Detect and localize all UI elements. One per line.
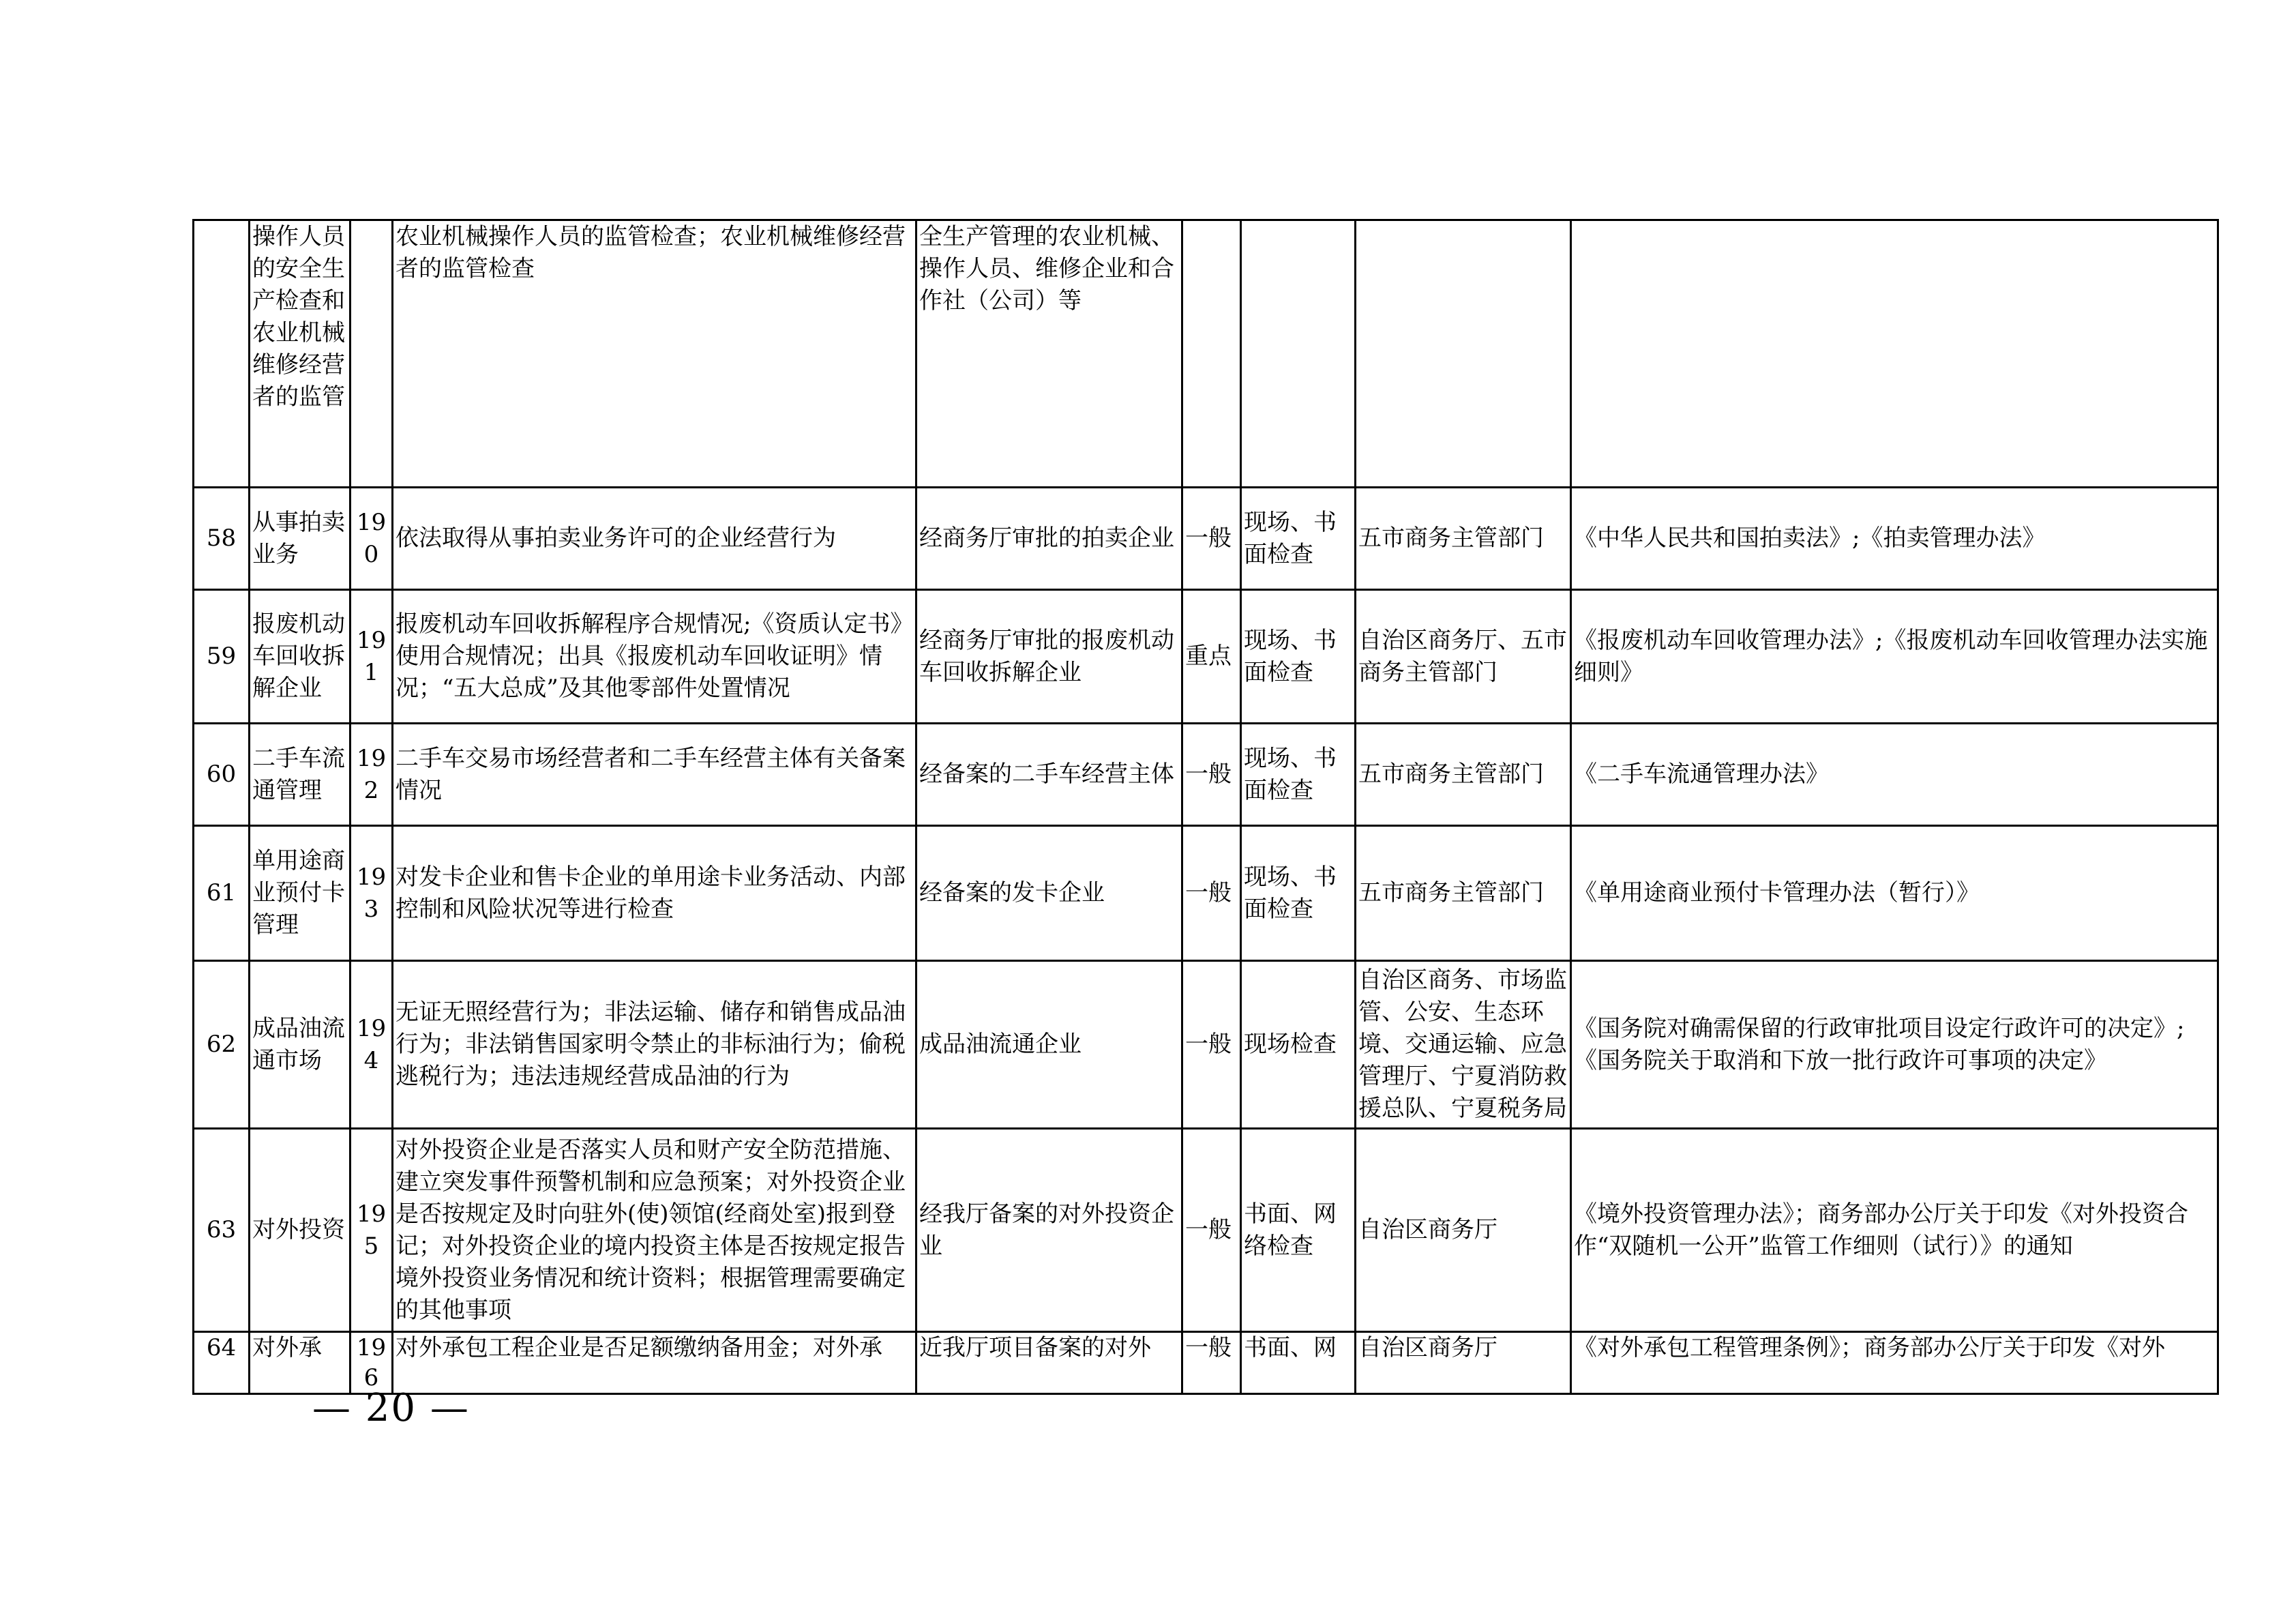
row-number: 64 xyxy=(194,1332,250,1394)
inspection-object: 经备案的发卡企业 xyxy=(916,826,1182,961)
inspection-object: 经商务厅审批的报废机动车回收拆解企业 xyxy=(916,590,1182,724)
item-code: 193 xyxy=(351,826,393,961)
inspection-content: 对外承包工程企业是否足额缴纳备用金；对外承 xyxy=(393,1332,916,1394)
responsible-department: 五市商务主管部门 xyxy=(1356,826,1571,961)
inspection-items-table xyxy=(192,219,2219,1395)
row-number: 59 xyxy=(194,590,250,724)
legal-basis xyxy=(1571,220,2218,488)
legal-basis: 《对外承包工程管理条例》；商务部办公厅关于印发《对外 xyxy=(1571,1332,2218,1394)
inspection-object: 经我厅备案的对外投资企业 xyxy=(916,1129,1182,1332)
inspection-content: 依法取得从事拍卖业务许可的企业经营行为 xyxy=(393,488,916,590)
inspection-type: 一般 xyxy=(1182,724,1241,826)
row-number: 61 xyxy=(194,826,250,961)
inspection-method: 现场检查 xyxy=(1241,961,1356,1129)
table-row xyxy=(194,1129,2218,1332)
table-row xyxy=(194,488,2218,590)
legal-basis: 《二手车流通管理办法》 xyxy=(1571,724,2218,826)
table-row xyxy=(194,1332,2218,1394)
item-code: 196 xyxy=(351,1332,393,1394)
responsible-department: 五市商务主管部门 xyxy=(1356,488,1571,590)
item-code: 194 xyxy=(351,961,393,1129)
inspection-item: 报废机动车回收拆解企业 xyxy=(250,590,351,724)
inspection-method: 现场、书面检查 xyxy=(1241,724,1356,826)
inspection-item: 单用途商业预付卡管理 xyxy=(250,826,351,961)
inspection-method: 现场、书面检查 xyxy=(1241,488,1356,590)
inspection-method: 现场、书面检查 xyxy=(1241,590,1356,724)
inspection-method: 现场、书面检查 xyxy=(1241,826,1356,961)
inspection-content: 无证无照经营行为；非法运输、储存和销售成品油行为；非法销售国家明令禁止的非标油行为；偷税逃税行为；违法违规经营成品油的行为 xyxy=(393,961,916,1129)
legal-basis: 《境外投资管理办法》；商务部办公厅关于印发《对外投资合作“双随机一公开”监管工作细则（试行）》的通知 xyxy=(1571,1129,2218,1332)
inspection-type: 一般 xyxy=(1182,826,1241,961)
inspection-item: 对外承 xyxy=(250,1332,351,1394)
inspection-item: 成品油流通市场 xyxy=(250,961,351,1129)
table-row xyxy=(194,724,2218,826)
row-number: 60 xyxy=(194,724,250,826)
responsible-department: 五市商务主管部门 xyxy=(1356,724,1571,826)
responsible-department: 自治区商务厅 xyxy=(1356,1129,1571,1332)
inspection-content: 对外投资企业是否落实人员和财产安全防范措施、建立突发事件预警机制和应急预案；对外投资企业是否按规定及时向驻外(使)领馆(经商处室)报到登记；对外投资企业的境内投资主体是否按规定报告境外投资业务情况和统计资料；根据管理需要确定的其他事项 xyxy=(393,1129,916,1332)
row-number xyxy=(194,220,250,488)
inspection-object: 近我厅项目备案的对外 xyxy=(916,1332,1182,1394)
inspection-object: 全生产管理的农业机械、操作人员、维修企业和合作社（公司）等 xyxy=(916,220,1182,488)
item-code: 190 xyxy=(351,488,393,590)
table-row xyxy=(194,220,2218,488)
item-code xyxy=(351,220,393,488)
responsible-department xyxy=(1356,220,1571,488)
item-code: 195 xyxy=(351,1129,393,1332)
inspection-object: 经商务厅审批的拍卖企业 xyxy=(916,488,1182,590)
row-number: 62 xyxy=(194,961,250,1129)
inspection-type: 一般 xyxy=(1182,1332,1241,1394)
inspection-content: 二手车交易市场经营者和二手车经营主体有关备案情况 xyxy=(393,724,916,826)
legal-basis: 《报废机动车回收管理办法》;《报废机动车回收管理办法实施细则》 xyxy=(1571,590,2218,724)
inspection-object: 经备案的二手车经营主体 xyxy=(916,724,1182,826)
responsible-department: 自治区商务、市场监管、公安、生态环境、交通运输、应急管理厅、宁夏消防救援总队、宁夏税务局 xyxy=(1356,961,1571,1129)
inspection-method xyxy=(1241,220,1356,488)
responsible-department: 自治区商务厅、五市商务主管部门 xyxy=(1356,590,1571,724)
row-number: 63 xyxy=(194,1129,250,1332)
legal-basis: 《中华人民共和国拍卖法》;《拍卖管理办法》 xyxy=(1571,488,2218,590)
inspection-object: 成品油流通企业 xyxy=(916,961,1182,1129)
inspection-method: 书面、网络检查 xyxy=(1241,1129,1356,1332)
inspection-type: 一般 xyxy=(1182,961,1241,1129)
inspection-method: 书面、网 xyxy=(1241,1332,1356,1394)
legal-basis: 《国务院对确需保留的行政审批项目设定行政许可的决定》;《国务院关于取消和下放一批行政许可事项的决定》 xyxy=(1571,961,2218,1129)
inspection-content: 对发卡企业和售卡企业的单用途卡业务活动、内部控制和风险状况等进行检查 xyxy=(393,826,916,961)
legal-basis: 《单用途商业预付卡管理办法（暂行）》 xyxy=(1571,826,2218,961)
inspection-item: 从事拍卖业务 xyxy=(250,488,351,590)
inspection-type: 重点 xyxy=(1182,590,1241,724)
responsible-department: 自治区商务厅 xyxy=(1356,1332,1571,1394)
table-row xyxy=(194,961,2218,1129)
item-code: 192 xyxy=(351,724,393,826)
inspection-content: 报废机动车回收拆解程序合规情况;《资质认定书》使用合规情况；出具《报废机动车回收证明》情况；“五大总成”及其他零部件处置情况 xyxy=(393,590,916,724)
table-row xyxy=(194,590,2218,724)
inspection-type xyxy=(1182,220,1241,488)
inspection-item: 操作人员的安全生产检查和农业机械维修经营者的监管 xyxy=(250,220,351,488)
row-number: 58 xyxy=(194,488,250,590)
inspection-content: 农业机械操作人员的监管检查；农业机械维修经营者的监管检查 xyxy=(393,220,916,488)
item-code: 191 xyxy=(351,590,393,724)
inspection-type: 一般 xyxy=(1182,1129,1241,1332)
inspection-type: 一般 xyxy=(1182,488,1241,590)
inspection-item: 二手车流通管理 xyxy=(250,724,351,826)
table-row xyxy=(194,826,2218,961)
inspection-item: 对外投资 xyxy=(250,1129,351,1332)
page-number: — 20 — xyxy=(312,1386,470,1430)
